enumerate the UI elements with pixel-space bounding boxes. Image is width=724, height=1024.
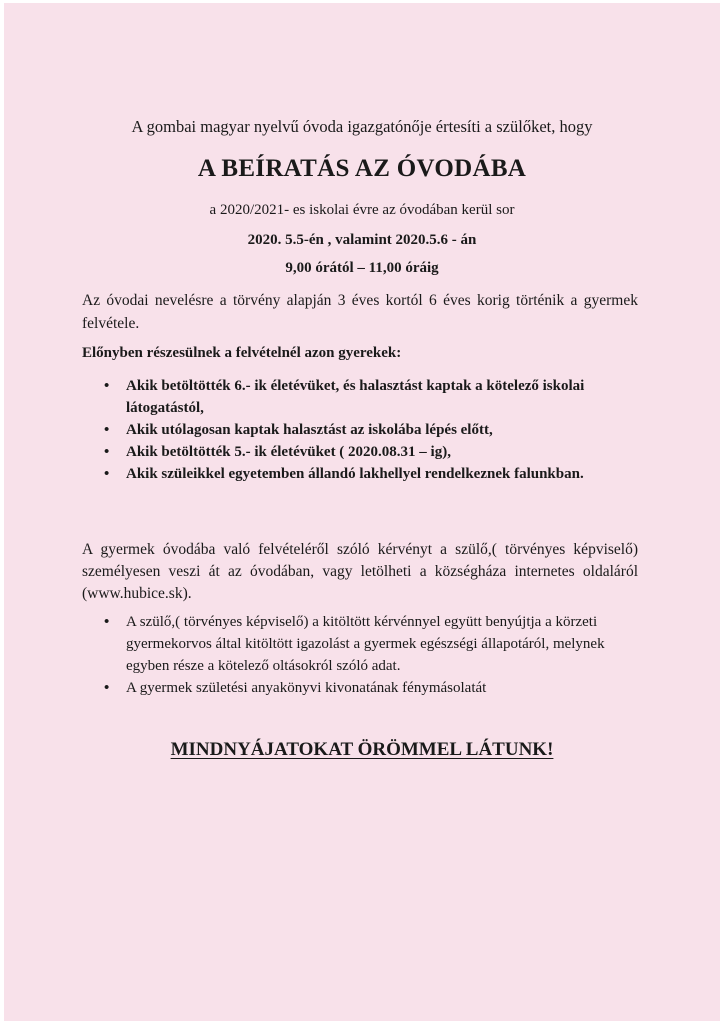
list-item-text: A szülő,( törvényes képviselő) a kitöltött kérvénnyel együtt benyújtja a körzeti gyermekorvos által kitöltött igazolást a gyermek egészségi állapotáról, melynek egyben része a kötelező oltásokról szóló adat. bbox=[126, 614, 605, 674]
list-item bbox=[82, 463, 642, 485]
enrollment-dates: 2020. 5.5-én , valamint 2020.5.6 - án bbox=[247, 232, 477, 248]
list-item bbox=[82, 441, 642, 463]
list-item bbox=[82, 375, 642, 419]
intro-line: A gombai magyar nyelvű óvoda igazgatónője értesíti a szülőket, hogy bbox=[131, 117, 593, 136]
bullet-icon: • bbox=[104, 466, 110, 482]
bullet-icon: • bbox=[104, 444, 110, 460]
list-item-text: Akik betöltötték 6.- ik életévüket, és halasztást kaptak a kötelező iskolai látogatástól, bbox=[126, 378, 585, 416]
list-item-text: Akik szüleikkel egyetemben állandó lakhellyel rendelkeznek falunkban. bbox=[126, 466, 584, 482]
list-item bbox=[82, 419, 642, 441]
list-item-text: A gyermek születési anyakönyvi kivonatának fénymásolatát bbox=[126, 680, 487, 696]
list-item-text: Akik utólagosan kaptak halasztást az iskolába lépés előtt, bbox=[126, 422, 493, 438]
list-item bbox=[82, 677, 642, 699]
document-title: A BEÍRATÁS AZ ÓVODÁBA bbox=[197, 155, 527, 182]
document-page bbox=[4, 3, 720, 1021]
list-item bbox=[82, 611, 642, 677]
bullet-icon: • bbox=[104, 614, 110, 630]
enrollment-hours: 9,00 órától – 11,00 óráig bbox=[285, 260, 439, 276]
bullet-icon: • bbox=[104, 422, 110, 438]
requirement-list bbox=[82, 611, 642, 699]
bullet-icon: • bbox=[104, 378, 110, 394]
application-paragraph: A gyermek óvodába való felvételéről szóló kérvényt a szülő,( törvényes képviselő) személyesen veszi át az óvodában, vagy letölheti a községháza internetes oldaláról (www.hubice.sk). bbox=[82, 541, 638, 602]
list-item-text: Akik betöltötték 5.- ik életévüket ( 2020.08.31 – ig), bbox=[126, 444, 451, 460]
preference-heading: Előnyben részesülnek a felvételnél azon gyerekek: bbox=[82, 345, 402, 361]
preference-list bbox=[82, 375, 642, 485]
closing-line: MINDNYÁJATOKAT ÖRÖMMEL LÁTUNK! bbox=[170, 739, 554, 760]
school-year-line: a 2020/2021- es iskolai évre az óvodában kerül sor bbox=[209, 202, 515, 218]
bullet-icon: • bbox=[104, 680, 110, 696]
age-paragraph: Az óvodai nevelésre a törvény alapján 3 éves kortól 6 éves korig történik a gyermek felvétele. bbox=[82, 292, 638, 332]
